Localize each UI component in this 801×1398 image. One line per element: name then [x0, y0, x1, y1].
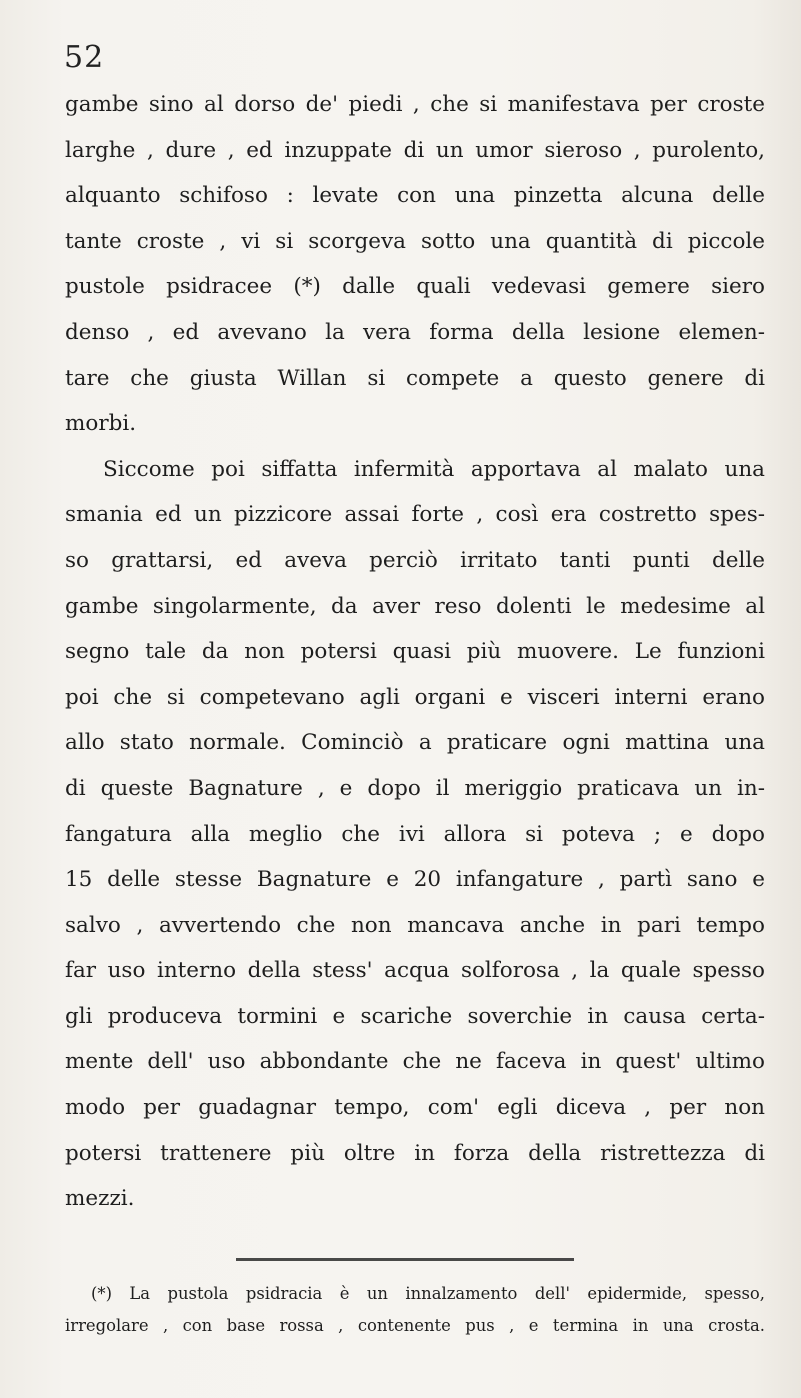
text-line: larghe , dure , ed inzuppate di un umor sieroso , purolento,	[65, 137, 765, 163]
text-line: mezzi.	[65, 1186, 135, 1212]
text-line: 15 delle stesse Bagnature e 20 infangature , partì sano e	[65, 867, 765, 893]
text-line: di queste Bagnature , e dopo il meriggio praticava un in-	[65, 775, 765, 801]
text-line: smania ed un pizzicore assai forte , così era costretto spes-	[65, 502, 765, 528]
page-number: 52	[64, 40, 105, 75]
footnote-line: (*) La pustola psidracia è un innalzamento dell' epidermide, spesso,	[91, 1284, 765, 1303]
footnote-separator	[236, 1258, 574, 1261]
text-line: far uso interno della stess' acqua solforosa , la quale spesso	[65, 958, 765, 984]
text-line: fangatura alla meglio che ivi allora si poteva ; e dopo	[65, 821, 765, 847]
text-line: alquanto schifoso : levate con una pinzetta alcuna delle	[65, 183, 765, 209]
text-line: allo stato normale. Cominciò a praticare ogni mattina una	[65, 730, 765, 756]
text-line: gli produceva tormini e scariche soverchie in causa certa-	[65, 1003, 765, 1029]
text-line: tante croste , vi si scorgeva sotto una quantità di piccole	[65, 228, 765, 254]
body-text	[65, 82, 765, 1222]
text-line: so grattarsi, ed aveva perciò irritato tanti punti delle	[65, 547, 765, 573]
text-line: poi che si competevano agli organi e visceri interni erano	[65, 684, 765, 710]
text-line: pustole psidracee (*) dalle quali vedevasi gemere siero	[65, 274, 765, 300]
text-line: Siccome poi siffatta infermità apportava al malato una	[103, 456, 765, 482]
text-line: mente dell' uso abbondante che ne faceva in quest' ultimo	[65, 1049, 765, 1075]
text-line: gambe sino al dorso de' piedi , che si manifestava per croste	[65, 92, 765, 117]
text-line: segno tale da non potersi quasi più muovere. Le funzioni	[65, 639, 765, 665]
text-line: tare che giusta Willan si compete a questo genere di	[65, 365, 765, 391]
text-line: denso , ed avevano la vera forma della lesione elemen-	[65, 319, 765, 345]
text-line: gambe singolarmente, da aver reso dolenti le medesime al	[65, 593, 765, 619]
text-line: morbi.	[65, 411, 137, 437]
text-line: potersi trattenere più oltre in forza della ristrettezza di	[65, 1140, 765, 1166]
text-line: salvo , avvertendo che non mancava anche in pari tempo	[65, 912, 765, 938]
footnote	[65, 1278, 765, 1342]
footnote-line: irregolare , con base rossa , contenente pus , e termina in una crosta.	[65, 1316, 765, 1335]
text-line: modo per guadagnar tempo, com' egli diceva , per non	[65, 1095, 765, 1121]
